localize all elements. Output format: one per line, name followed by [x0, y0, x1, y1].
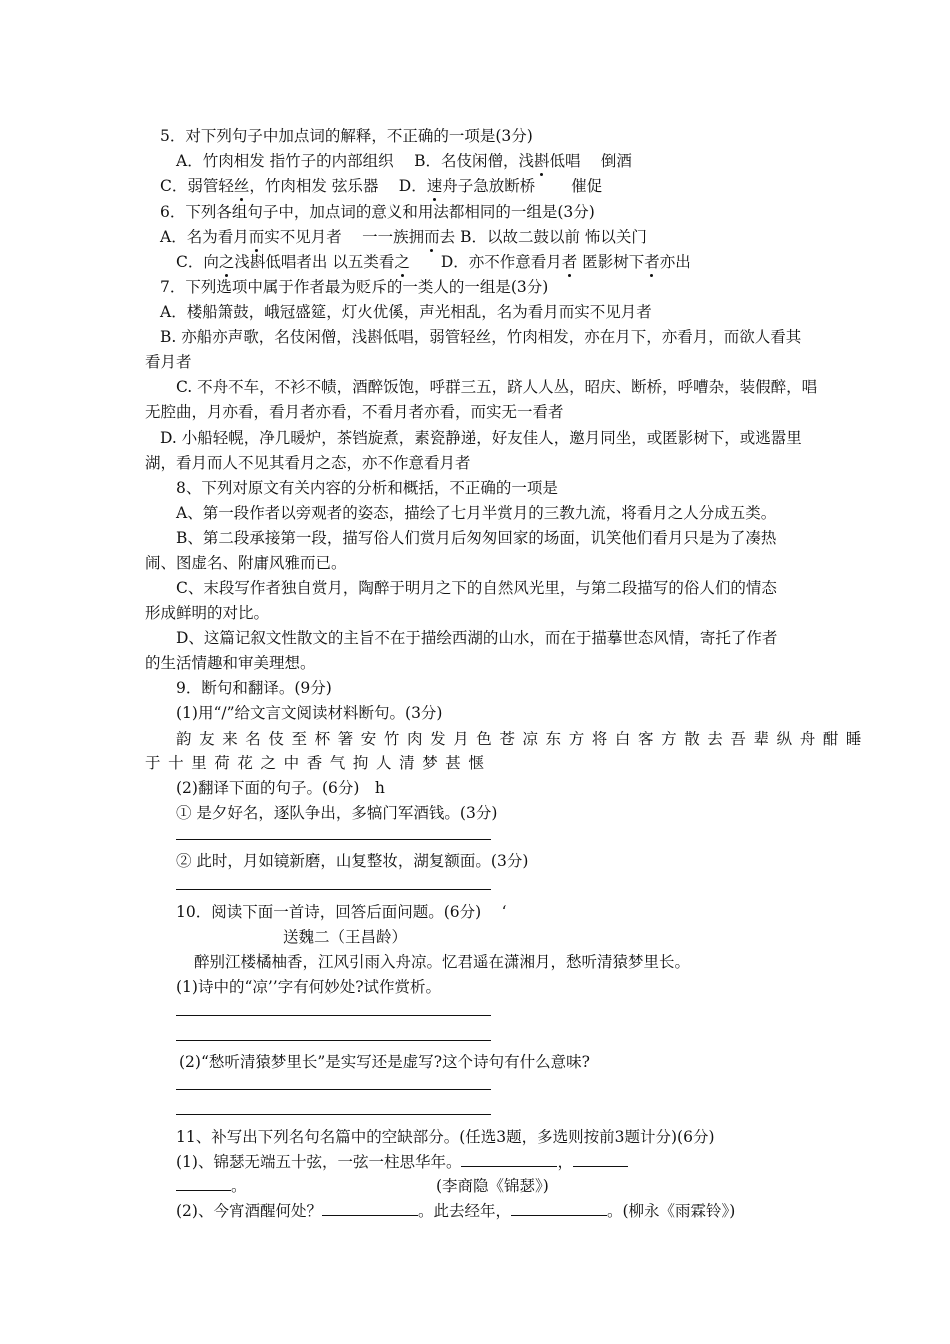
q7-stem: 7．下列选项中属于作者最为贬斥的一类人的一组是(3分) [160, 278, 549, 296]
fill-blank[interactable] [573, 1152, 628, 1167]
q11-item1-line2: 。 [176, 1176, 247, 1196]
q8-option-a: A、第一段作者以旁观者的姿态，描绘了七月半赏月的三教九流，将看月之人分成五类。 [176, 504, 777, 522]
answer-line[interactable] [176, 1114, 491, 1115]
q10-poem-title: 送魏二（王昌龄） [283, 928, 408, 946]
fill-blank[interactable] [461, 1152, 557, 1167]
q8-option-d-line2: 的生活情趣和审美理想。 [145, 654, 316, 672]
fill-blank[interactable] [511, 1201, 607, 1216]
q7-option-a: A．楼船箫鼓，峨冠盛筵，灯火优傒，声光相乱，名为看月而实不见月者 [160, 303, 652, 321]
q5-options-ab: A．竹肉相发 指竹子的内部组织 B．名伎闲僧，浅斟低唱 倒酒 [176, 152, 632, 170]
answer-line[interactable] [176, 839, 491, 840]
q8-option-d-line1: D、这篇记叙文性散文的主旨不在于描绘西湖的山水，而在于描摹世态风情，寄托了作者 [176, 629, 778, 647]
q7-option-b-line1: B. 亦船亦声歌，名伎闲僧，浅斟低唱，弱管轻丝，竹肉相发，亦在月下，亦看月，而欲人看其 [160, 328, 802, 346]
q7-option-d-line2: 湖，看月而人不见其看月之态，亦不作意看月者 [145, 454, 471, 472]
q5-options-cd: C．弱管轻丝，竹肉相发 弦乐器 D．速舟子急放断桥 催促 [160, 177, 603, 195]
answer-line[interactable] [176, 1089, 491, 1090]
q9-passage-line2: 于十里荷花之中香气拘人清梦甚惬 [145, 754, 492, 772]
q11-stem: 11、补写出下列名句名篇中的空缺部分。(任选3题，多选则按前3题计分)(6分) [176, 1128, 715, 1146]
q7-option-d-line1: D. 小船轻幌，净几暖炉，茶铛旋煮，素瓷静递，好友佳人，邀月同坐，或匿影树下，或逃嚣里 [160, 429, 802, 447]
q6-options-cd: C．向之浅斟低唱者出 以五类看之 D．亦不作意看月者 匿影树下者亦出 [176, 253, 691, 271]
q7-option-c-line2: 无腔曲，月亦看，看月者亦看，不看月者亦看，而实无一看者 [145, 403, 564, 421]
answer-line[interactable] [176, 1040, 491, 1041]
q9-stem: 9．断句和翻译。(9分) [176, 679, 332, 697]
q10-poem-text: 醉别江楼橘柚香，江风引雨入舟凉。忆君遥在潇湘月，愁听清猿梦里长。 [194, 953, 691, 971]
q6-options-ab: A．名为看月而实不见月者 一一族拥而去 B．以故二鼓以前 怖以关门 [160, 228, 647, 246]
q10-part2-prompt: (2)“愁听清猿梦里长”是实写还是虚写?这个诗句有什么意味? [179, 1053, 590, 1071]
answer-line[interactable] [176, 1015, 491, 1016]
q11-item1-source: (李商隐《锦瑟》) [436, 1177, 549, 1195]
q11-item2-line: (2)、今宵酒醒何处？ 。此去经年， 。(柳永《雨霖铃》) [176, 1202, 736, 1220]
q8-option-c-line1: C、末段写作者独自赏月，陶醉于明月之下的自然风光里，与第二段描写的俗人们的情态 [176, 579, 777, 597]
fill-blank[interactable] [176, 1176, 231, 1191]
q9-passage-line1: 韵友来名伎至杯箸安竹肉发月色苍凉东方将白客方散去吾辈纵舟酣睡 [176, 730, 870, 748]
q7-option-b-line2: 看月者 [145, 353, 192, 371]
q9-part2-prompt: (2)翻译下面的句子。(6分) h [176, 779, 385, 797]
q10-part1-prompt: (1)诗中的“凉’’字有何妙处?试作赏析。 [176, 978, 442, 996]
q11-item1-line1: (1)、锦瑟无端五十弦，一弦一柱思华年。 ， [176, 1152, 628, 1172]
q8-stem: 8、下列对原文有关内容的分析和概括，不正确的一项是 [176, 479, 558, 497]
q6-stem: 6．下列各组句子中，加点词的意义和用法都相同的一组是(3分) [160, 203, 595, 221]
q10-stem: 10．阅读下面一首诗，回答后面问题。(6分) ‘ [176, 903, 507, 921]
q9-sentence-2: ② 此时，月如镜新磨，山复整妆，湖复额面。(3分) [176, 852, 529, 870]
q8-option-c-line2: 形成鲜明的对比。 [145, 604, 270, 622]
q9-sentence-1: ① 是夕好名，逐队争出，多犒门军酒钱。(3分) [176, 804, 498, 822]
q8-option-b-line1: B、第二段承接第一段，描写俗人们赏月后匆匆回家的场面，讥笑他们看月只是为了凑热 [176, 529, 777, 547]
q5-stem: 5．对下列句子中加点词的解释，不正确的一项是(3分) [160, 127, 533, 145]
q9-part1-prompt: (1)用“/”给文言文阅读材料断句。(3分) [176, 704, 443, 722]
q7-option-c-line1: C. 不舟不车，不衫不帻，酒醉饭饱，呼群三五，跻人人丛，昭庆、断桥，呼嘈杂，装假醉，唱 [176, 378, 818, 396]
fill-blank[interactable] [322, 1201, 418, 1216]
answer-line[interactable] [176, 889, 491, 890]
q8-option-b-line2: 闹、图虚名、附庸风雅而已。 [145, 554, 347, 572]
